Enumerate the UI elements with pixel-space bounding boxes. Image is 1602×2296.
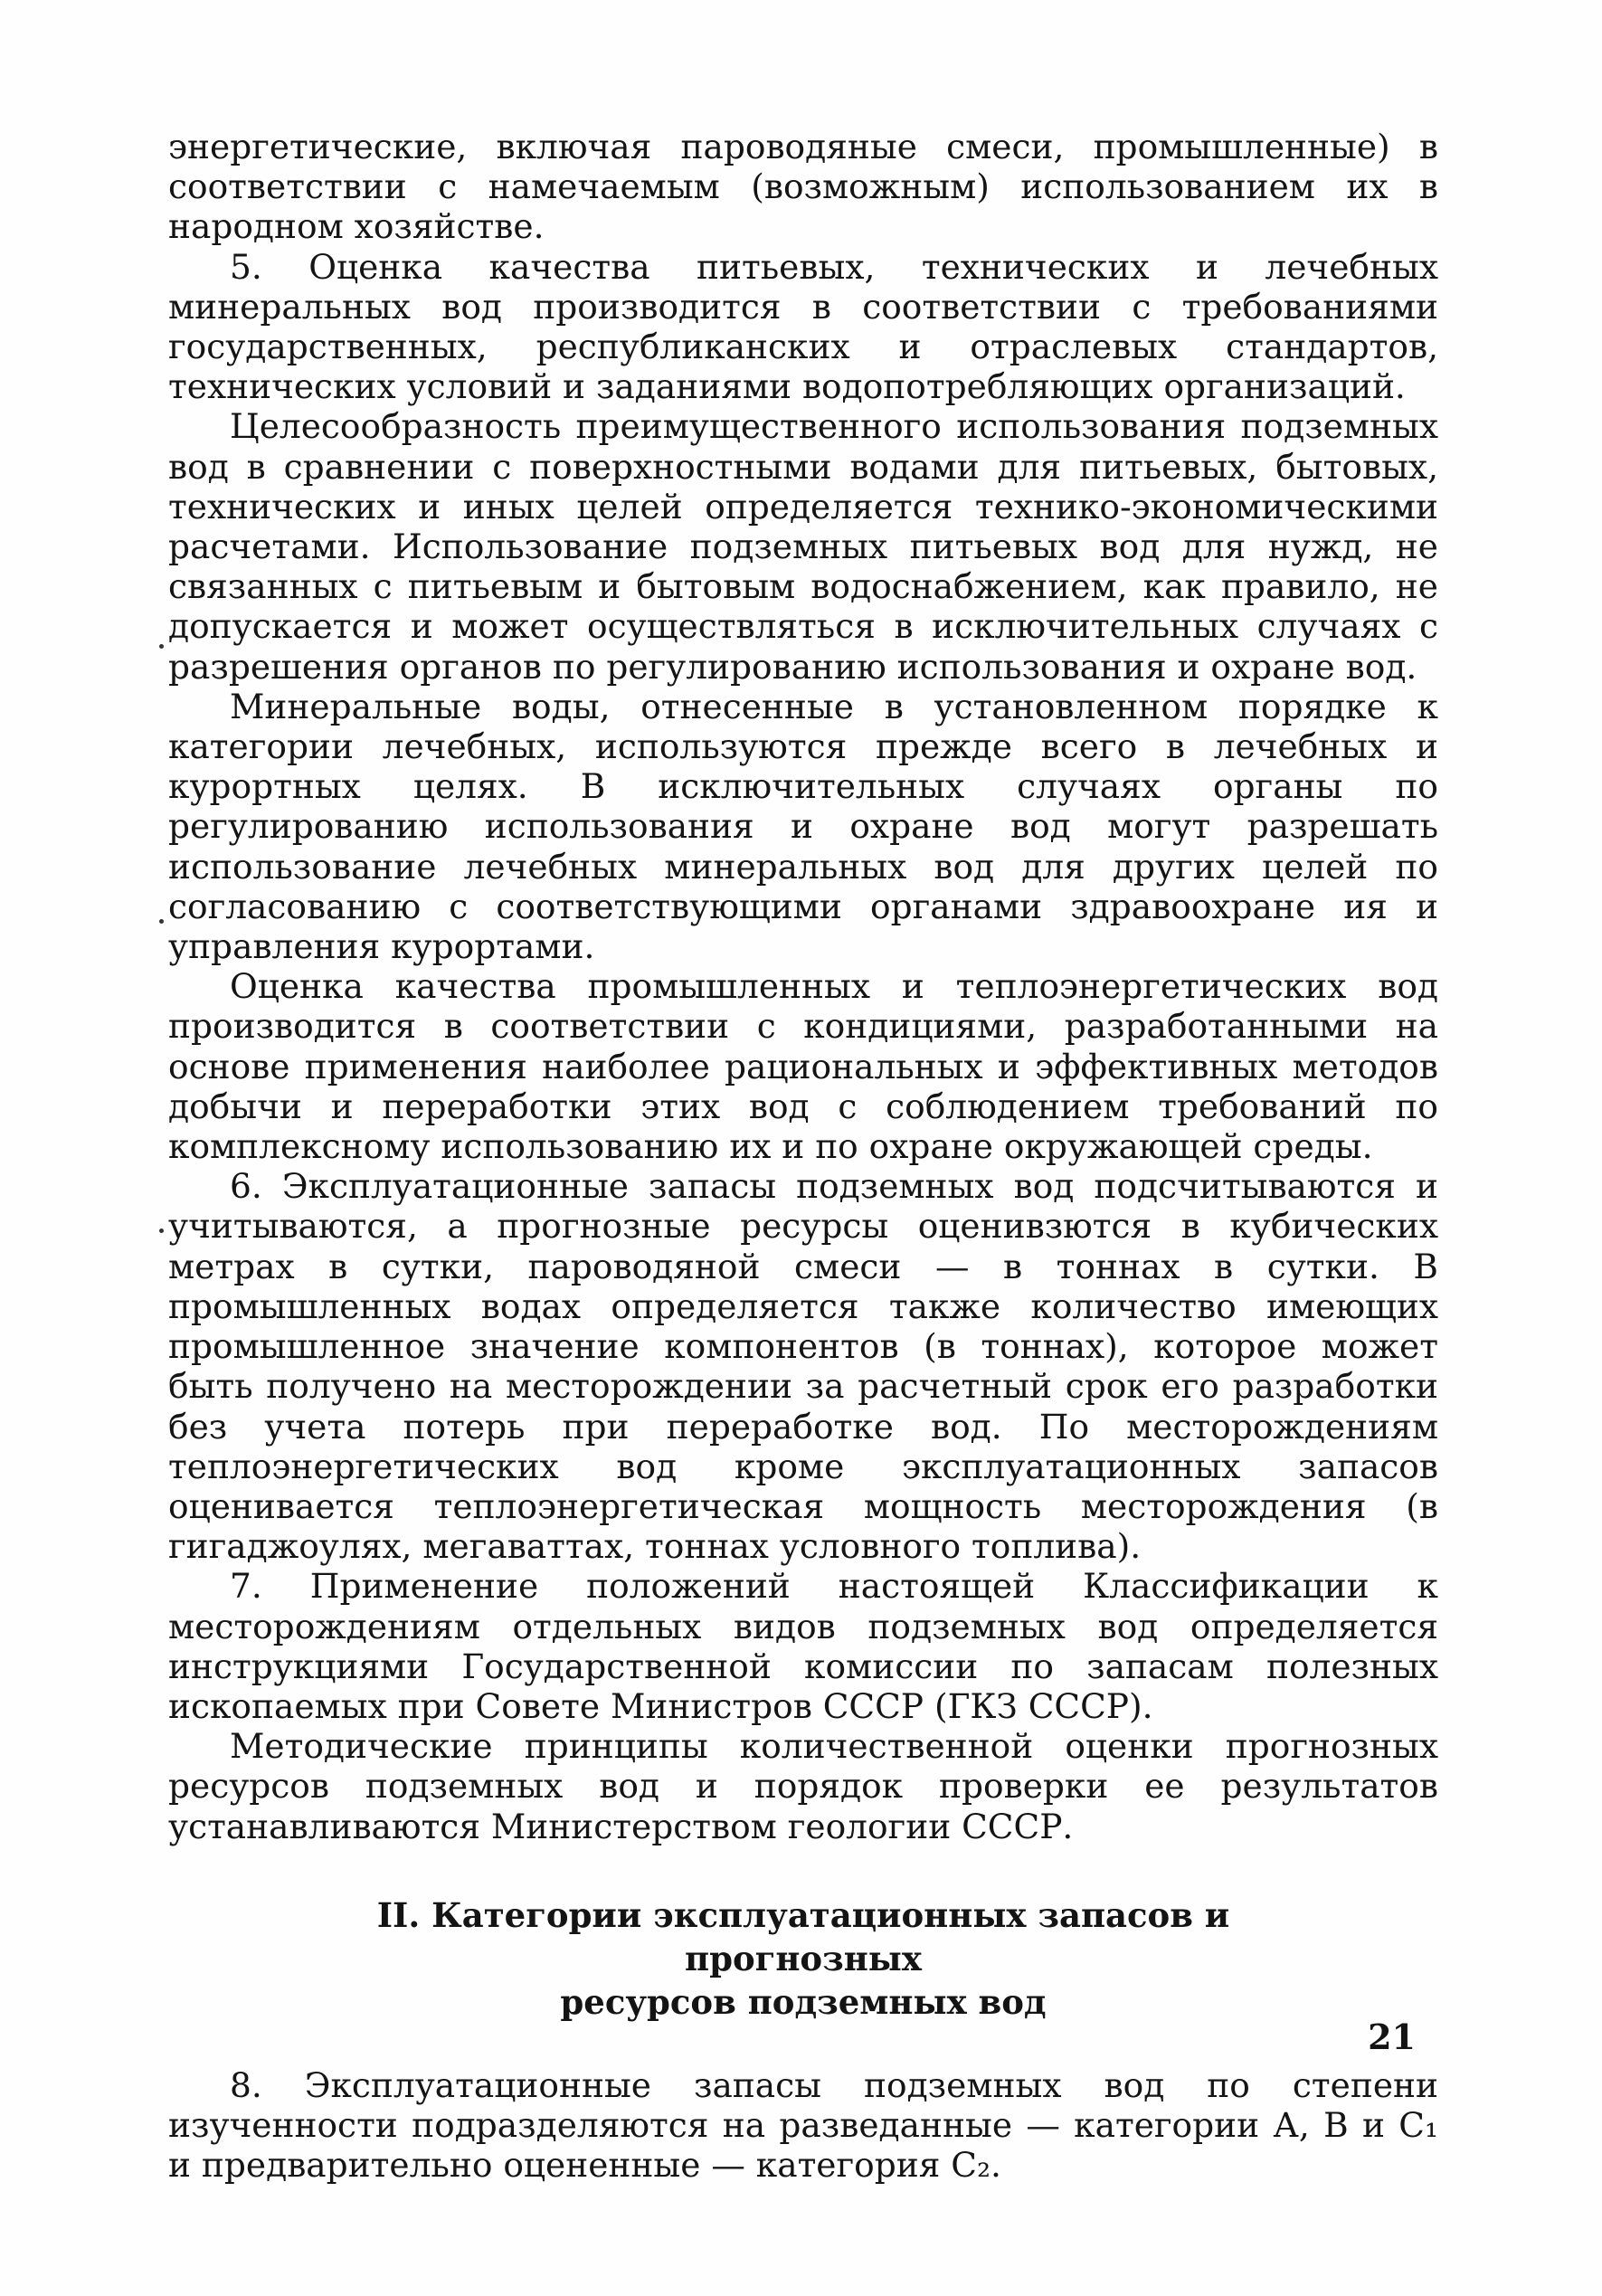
section-heading-line-2: ресурсов подземных вод	[560, 1981, 1047, 2022]
document-body	[168, 127, 1438, 2185]
paragraph-mineral-waters: Минеральные воды, отнесенные в установленном порядке к категории лечебных, используются прежде всего в лечебных и курортных целях. В исключительных случаях органы по регулированию использования и охране вод могут разрешать использование лечебных минеральных вод для других целей по согласованию с соответствующими органами здравоохране ия и управления курортами.	[168, 686, 1438, 967]
paragraph-item-8: 8. Эксплуатационные запасы подземных вод по степени изученности подразделяются на разведанные — категории А, В и С₁ и предварительно оцененные — категория С₂.	[168, 2064, 1438, 2186]
paragraph-item-5: 5. Оценка качества питьевых, технических и лечебных минеральных вод производится в соответствии с требованиями государственных, республиканских и отраслевых стандартов, технических условий и заданиями водопотребляющих организаций.	[168, 246, 1438, 407]
paragraph-item-6: 6. Эксплуатационные запасы подземных вод подсчитываются и учитываются, а прогнозные ресурсы оценивзются в кубических метрах в сутки, пароводяной смеси — в тоннах в сутки. В промышленных водах определяется также количество имеющих промышленное значение компонентов (в тоннах), которое может быть получено на месторождении за расчетный срок его разработки без учета потерь при переработке вод. По месторождениям теплоэнергетических вод кроме эксплуатационных запасов оценивается теплоэнергетическая мощность месторождения (в гигаджоулях, мегаваттах, тоннах условного топлива).	[168, 1166, 1438, 1567]
paragraph-continuation: энергетические, включая пароводяные смеси, промышленные) в соответствии с намечаемым (возможным) использованием их в народном хозяйстве.	[168, 127, 1438, 247]
paragraph-industrial-waters: Оценка качества промышленных и теплоэнергетических вод производится в соответствии с кондициями, разработанными на основе применения наиболее рациональных и эффективных методов добычи и переработки этих вод с соблюдением требований по комплексному использованию их и по охране окружающей среды.	[168, 966, 1438, 1167]
section-heading	[168, 1893, 1438, 2024]
page-number: 21	[1368, 2016, 1416, 2057]
paragraph-methods: Методические принципы количественной оценки прогнозных ресурсов подземных вод и порядок проверки ее результатов устанавливаются Министерством геологии СССР.	[168, 1726, 1438, 1846]
section-heading-line-1: II. Категории эксплуатационных запасов и прогнозных	[376, 1894, 1230, 1978]
margin-mark	[159, 1229, 164, 1233]
paragraph-feasibility: Целесообразность преимущественного использования подземных вод в сравнении с поверхностными водами для питьевых, бытовых, технических и иных целей определяется технико-экономическими расчетами. Использование подземных питьевых вод для нужд, не связанных с питьевым и бытовым водоснабжением, как правило, не допускается и может осуществляться в исключительных случаях с разрешения органов по регулированию использования и охране вод.	[168, 406, 1438, 687]
margin-mark	[159, 644, 164, 649]
paragraph-item-7: 7. Применение положений настоящей Классификации к месторождениям отдельных видов подземных вод определяется инструкциями Государственной комиссии по запасам полезных ископаемых при Совете Министров СССР (ГКЗ СССР).	[168, 1566, 1438, 1726]
margin-mark	[159, 919, 164, 924]
